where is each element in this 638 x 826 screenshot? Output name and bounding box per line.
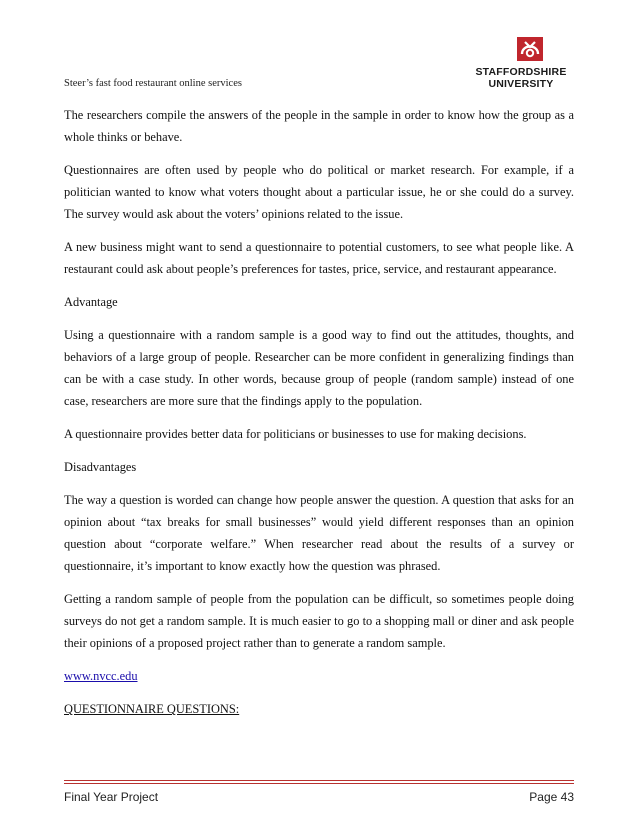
paragraph: Getting a random sample of people from the population can be difficult, so sometimes people doing surveys do not get a random sample. It is much easier to go to a shopping mall or diner and ask people their opinions of a proposed project rather than to generate a random sample. [64,592,574,650]
section-heading-questions: QUESTIONNAIRE QUESTIONS: [64,702,240,716]
section-heading-advantage: Advantage [64,295,118,309]
source-link[interactable]: www.nvcc.edu [64,669,138,683]
page-footer [64,790,574,804]
paragraph: A questionnaire provides better data for politicians or businesses to use for making decisions. [64,427,527,441]
logo-text-line1: STAFFORDSHIRE [475,66,567,78]
paragraph: The researchers compile the answers of the people in the sample in order to know how the group as a whole thinks or behave. [64,108,574,144]
logo-text-line2: UNIVERSITY [488,78,554,90]
paragraph: Using a questionnaire with a random sample is a good way to find out the attitudes, thoughts, and behaviors of a large group of people. Researcher can be more confident in generalizing findings than can be with a case study. In other words, because group of people (random sample) instead of one case, researchers are more sure that the findings apply to the population. [64,328,574,408]
footer-project-label: Final Year Project [64,790,159,804]
paragraph: The way a question is worded can change how people answer the question. A question that asks for an opinion about “tax breaks for small businesses” would yield different responses than an opinion question about “corporate welfare.” When researcher read about the results of a survey or questionnaire, it’s important to know exactly how the question was phrased. [64,493,574,573]
footer-divider-thin [64,783,574,784]
footer-divider [64,780,574,781]
section-heading-disadvantages: Disadvantages [64,460,137,474]
paragraph: A new business might want to send a questionnaire to potential customers, to see what people like. A restaurant could ask about people’s preferences for tastes, price, service, and restaurant appearance. [64,240,574,276]
university-logo [462,36,580,94]
paragraph: Questionnaires are often used by people who do political or market research. For example, if a politician wanted to know what voters thought about a particular issue, he or she could do a survey. The survey would ask about the voters’ opinions related to the issue. [64,163,574,221]
running-header: Steer’s fast food restaurant online services [64,78,242,89]
document-body [64,104,574,731]
link-paragraph [64,665,574,687]
knot-emblem-icon [516,36,544,62]
page-number: Page 43 [529,790,574,804]
